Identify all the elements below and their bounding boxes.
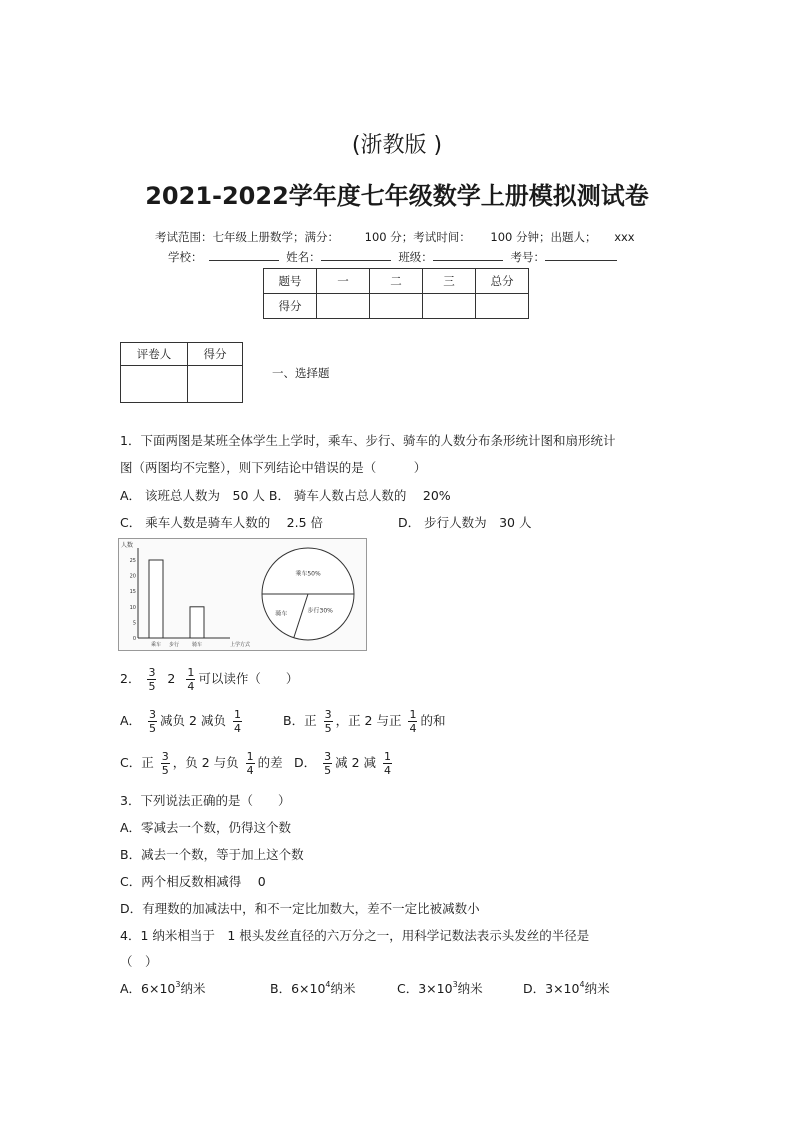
option-text: A．6×10 xyxy=(120,981,176,996)
q1-option-c: C． 乘车人数是骑车人数的 2.5 倍 xyxy=(120,515,324,530)
unit: 纳米 xyxy=(457,981,483,996)
bar xyxy=(190,607,204,638)
q2-option-b xyxy=(283,708,445,735)
exam-no-blank[interactable] xyxy=(545,260,617,261)
student-fields xyxy=(168,249,617,265)
numerator: 1 xyxy=(233,708,241,721)
q4-option-a xyxy=(120,979,206,997)
q1-line2: 图（两图均不完整），则下列结论中错误的是（ ） xyxy=(120,460,427,475)
option-text: 减负 2 减负 xyxy=(160,713,226,728)
class-label: 班级： xyxy=(398,250,433,264)
denominator: 4 xyxy=(246,764,254,777)
q2-option-a xyxy=(120,708,245,735)
option-label: C．正 xyxy=(120,755,154,770)
score-cell[interactable] xyxy=(317,294,370,319)
exponent: 4 xyxy=(579,980,585,989)
q4-option-b xyxy=(270,979,356,997)
name-blank[interactable] xyxy=(321,260,391,261)
y-tick-label: 15 xyxy=(129,589,136,596)
fraction xyxy=(246,750,255,777)
numerator: 1 xyxy=(384,750,392,763)
q1-option-d: D． 步行人数为 30 人 xyxy=(398,515,532,530)
q2-number: 2． xyxy=(120,671,141,686)
y-axis-label: 人数 xyxy=(121,542,134,549)
option-label: B．正 xyxy=(283,713,317,728)
q3-option-d: D．有理数的加减法中，和不一定比加数大，差不一定比被减数小 xyxy=(120,901,480,916)
x-tick-label: 乘车 xyxy=(150,642,162,648)
grader-header: 评卷人 xyxy=(121,343,188,366)
y-tick-label: 10 xyxy=(129,604,136,611)
q4-option-c xyxy=(397,979,483,997)
numerator: 1 xyxy=(409,708,417,721)
exponent: 3 xyxy=(175,980,181,989)
denominator: 4 xyxy=(384,764,392,777)
option-text: ，负 2 与负 xyxy=(172,755,239,770)
fraction xyxy=(233,708,242,735)
numerator: 3 xyxy=(149,708,157,721)
y-tick-label: 20 xyxy=(129,573,136,580)
q1-charts xyxy=(118,538,368,652)
option-text: D．3×10 xyxy=(523,981,580,996)
unit: 纳米 xyxy=(330,981,356,996)
q2-integer: 2 xyxy=(167,671,176,686)
x-axis-label: 上学方式 xyxy=(230,642,251,648)
exam-info xyxy=(155,229,635,245)
score-table xyxy=(263,268,529,319)
score-cell[interactable] xyxy=(370,294,423,319)
denominator: 5 xyxy=(161,764,169,777)
grader-cell[interactable] xyxy=(121,366,188,403)
numerator: 3 xyxy=(324,708,332,721)
numerator: 3 xyxy=(324,750,332,763)
q2-fraction-1 xyxy=(147,666,156,693)
q3-stem: 3．下列说法正确的是（ ） xyxy=(120,793,291,808)
school-blank[interactable] xyxy=(209,260,279,261)
score-header-cell: 三 xyxy=(423,269,476,294)
school-label: 学校： xyxy=(168,250,203,264)
y-tick-label: 5 xyxy=(132,620,136,627)
name-label: 姓名： xyxy=(286,250,321,264)
bar xyxy=(149,560,163,638)
edition-label: (浙教版 ) xyxy=(351,133,443,158)
option-text: B．6×10 xyxy=(270,981,326,996)
score-header-cell: 总分 xyxy=(476,269,529,294)
option-text: 的差 xyxy=(257,755,283,770)
option-text: C．3×10 xyxy=(397,981,453,996)
score-header-cell: 一 xyxy=(317,269,370,294)
score-cell[interactable] xyxy=(423,294,476,319)
score-table-row xyxy=(264,294,529,319)
q4-option-d xyxy=(523,979,610,997)
grader-score-cell[interactable] xyxy=(188,366,243,403)
y-tick-label: 25 xyxy=(129,558,136,564)
q3-option-c: C．两个相反数相减得 0 xyxy=(120,874,266,889)
denominator: 4 xyxy=(233,722,241,735)
exponent: 4 xyxy=(325,980,331,989)
q2-tail: 可以读作（ ） xyxy=(198,671,299,686)
q4-stem: 4．1 纳米相当于 1 根头发丝直径的六万分之一，用科学记数法表示头发丝的半径是 xyxy=(120,928,590,943)
numerator: 3 xyxy=(161,750,169,763)
exam-range: 考试范围：七年级上册数学；满分： xyxy=(155,230,339,244)
q1-line1: 1．下面两图是某班全体学生上学时，乘车、步行、骑车的人数分布条形统计图和扇形统计 xyxy=(120,433,616,448)
denominator: 4 xyxy=(187,680,195,693)
exam-time: 100 分钟；出题人； xyxy=(490,230,597,244)
q2-option-d xyxy=(294,750,395,777)
section-title: 一、选择题 xyxy=(272,366,330,380)
option-text: 的和 xyxy=(420,713,446,728)
numerator: 3 xyxy=(148,666,156,679)
fraction xyxy=(148,708,157,735)
fraction xyxy=(323,750,332,777)
pie-slice-label: 乘车50% xyxy=(295,570,321,578)
y-tick-label: 0 xyxy=(132,636,136,642)
pie-chart xyxy=(262,548,354,640)
score-row-label: 得分 xyxy=(264,294,317,319)
class-blank[interactable] xyxy=(433,260,503,261)
q4-paren: （ ） xyxy=(120,954,158,969)
grader-score-header: 得分 xyxy=(188,343,243,366)
pie-slice-label: 骑车 xyxy=(275,610,288,618)
page-title: 2021-2022学年度七年级数学上册模拟测试卷 xyxy=(145,182,649,210)
score-header-cell: 题号 xyxy=(264,269,317,294)
fraction xyxy=(161,750,170,777)
option-label: A． xyxy=(120,713,142,728)
denominator: 5 xyxy=(324,764,332,777)
x-tick-label: 步行 xyxy=(168,642,180,648)
score-table-header xyxy=(264,269,529,294)
fraction xyxy=(408,708,417,735)
exponent: 3 xyxy=(452,980,458,989)
x-tick-label: 骑车 xyxy=(191,642,203,648)
exam-full-score: 100 分；考试时间： xyxy=(364,230,471,244)
exam-author: xxx xyxy=(614,230,635,244)
fraction xyxy=(324,708,333,735)
q2-stem xyxy=(120,666,298,693)
unit: 纳米 xyxy=(584,981,610,996)
denominator: 5 xyxy=(149,722,157,735)
option-text: 减 2 减 xyxy=(335,755,377,770)
denominator: 5 xyxy=(148,680,156,693)
option-text: ，正 2 与正 xyxy=(335,713,402,728)
denominator: 4 xyxy=(409,722,417,735)
score-header-cell: 二 xyxy=(370,269,423,294)
unit: 纳米 xyxy=(180,981,206,996)
score-cell[interactable] xyxy=(476,294,529,319)
q2-option-c xyxy=(120,750,283,777)
numerator: 1 xyxy=(246,750,254,763)
fraction xyxy=(383,750,392,777)
q1-option-ab: A． 该班总人数为 50 人 B． 骑车人数占总人数的 20% xyxy=(120,488,451,503)
exam-no-label: 考号： xyxy=(510,250,545,264)
numerator: 1 xyxy=(187,666,195,679)
grader-table xyxy=(120,342,243,403)
pie-slice-label: 步行30% xyxy=(307,607,333,615)
q2-fraction-2 xyxy=(186,666,195,693)
q3-option-b: B．减去一个数，等于加上这个数 xyxy=(120,847,304,862)
q3-option-a: A．零减去一个数，仍得这个数 xyxy=(120,820,292,835)
option-label: D． xyxy=(294,755,317,770)
denominator: 5 xyxy=(324,722,332,735)
